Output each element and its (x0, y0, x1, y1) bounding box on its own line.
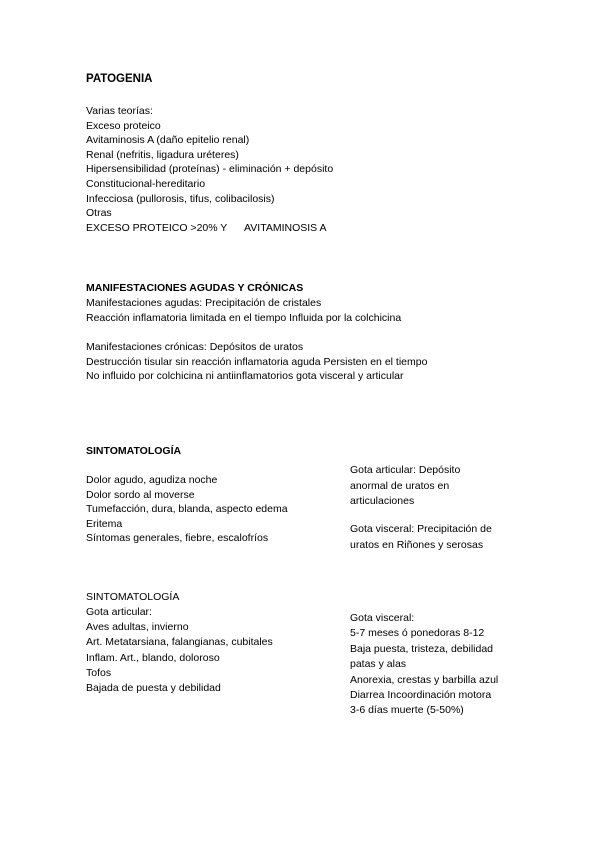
list-item: Renal (nefritis, ligadura uréteres) (86, 148, 239, 161)
list-item: patas y alas (350, 658, 407, 671)
sintomatologia-2-title: SINTOMATOLOGÍA (86, 591, 180, 603)
list-item: Tofos (86, 666, 112, 679)
list-item: Aves adultas, invierno (86, 621, 189, 634)
list-item: Gota articular: (86, 606, 152, 618)
list-item: Constitucional-hereditario (86, 177, 206, 190)
list-item: 5-7 meses ó ponedoras 8-12 (350, 627, 485, 640)
list-item: Art. Metatarsiana, falangianas, cubitales (86, 636, 273, 649)
list-item: No influido por colchicina ni antiinflamatorios gota visceral y articular (86, 370, 404, 383)
list-item: Gota visceral: (350, 612, 415, 624)
list-item: Gota articular: Depósito (350, 464, 461, 476)
list-item: 3-6 días muerte (5-50%) (350, 704, 464, 717)
list-item: Otras (86, 207, 112, 220)
list-item: EXCESO PROTEICO >20% Y AVITAMINOSIS A (86, 221, 327, 234)
list-item: Avitaminosis A (daño epitelio renal) (86, 134, 250, 147)
list-item: Dolor sordo al moverse (86, 488, 195, 501)
manifestaciones-cronicas (86, 340, 427, 384)
gota-visceral-list (350, 611, 498, 719)
list-item: Varias teorías: (86, 105, 153, 117)
sintomatologia-left-list (86, 473, 288, 546)
list-item: Dolor agudo, agudiza noche (86, 474, 218, 486)
manifestaciones-title: MANIFESTACIONES AGUDAS Y CRÓNICAS (86, 282, 304, 294)
list-item: uratos en Riñones y serosas (350, 538, 484, 551)
list-item: Síntomas generales, fiebre, escalofríos (86, 532, 269, 545)
list-item: Exceso proteico (86, 119, 161, 132)
list-item: Inflam. Art., blando, doloroso (86, 651, 220, 664)
list-item: anormal de uratos en (350, 479, 450, 492)
list-item: Manifestaciones crónicas: Depósitos de uratos (86, 341, 304, 353)
list-item: Hipersensibilidad (proteínas) - eliminación + depósito (86, 163, 334, 176)
list-item: Infecciosa (pullorosis, tifus, colibacilosis) (86, 192, 275, 205)
list-item: articulaciones (350, 495, 415, 507)
gota-visceral-definition (350, 522, 492, 553)
list-item: Destrucción tisular sin reacción inflamatoria aguda Persisten en el tiempo (86, 355, 428, 368)
list-item: Tumefacción, dura, blanda, aspecto edema (86, 503, 288, 516)
list-item: Bajada de puesta y debilidad (86, 682, 221, 695)
list-item: Manifestaciones agudas: Precipitación de cristales (86, 297, 322, 309)
list-item: Baja puesta, tristeza, debilidad (350, 642, 494, 655)
manifestaciones-agudas (86, 296, 401, 325)
list-item: Gota visceral: Precipitación de (350, 523, 492, 535)
list-item: Diarrea Incoordinación motora (350, 689, 492, 702)
sintomatologia-title: SINTOMATOLOGÍA (86, 445, 182, 457)
patogenia-list (86, 104, 333, 235)
list-item: Eritema (86, 517, 123, 530)
list-item: Reacción inflamatoria limitada en el tiempo Influida por la colchicina (86, 311, 402, 324)
patogenia-title: PATOGENIA (86, 73, 153, 85)
list-item: Anorexia, crestas y barbilla azul (350, 673, 499, 686)
gota-articular-list (86, 605, 273, 696)
gota-articular-definition (350, 463, 460, 510)
